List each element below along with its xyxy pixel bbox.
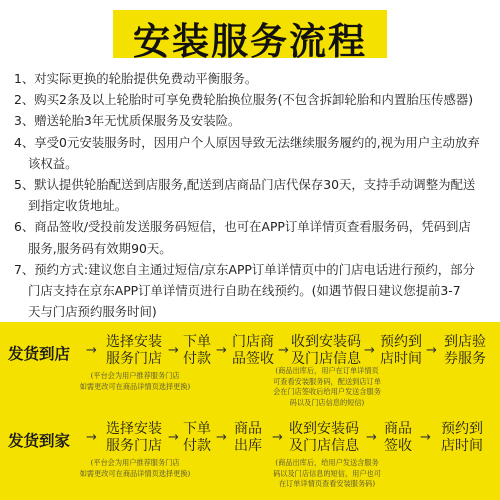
step-receive-code [284,421,364,455]
arrow-icon: → [216,430,227,445]
step-line: 预约到 [441,421,483,437]
step-select-store [102,421,166,455]
step-book-time [434,421,490,455]
rule-line: 2、购买2条及以上轮胎时可享免费轮胎换位服务(不包含拆卸轮胎和内置胎压传感器) [14,92,474,108]
rule-line: 7、预约方式:建议您自主通过短信/京东APP订单详情页中的门店电话进行预约，部分 [14,261,475,277]
arrow-icon: → [168,430,179,445]
note-service-code [262,366,392,408]
arrow-icon: → [216,343,227,358]
rule-line: 该权益。 [28,155,78,171]
rule-line: 5、默认提供轮胎配送到店服务,配送到店商品门店代保存30天，支持手动调整为配送 [14,177,476,193]
note-line: 如需更改可在商品详情页选择更换) [79,381,191,391]
rule-line: 4、享受0元安装服务时，因用户个人原因导致无法继续服务履约的,视为用户主动放弃 [14,134,480,150]
flow-store-label: 发货到店 [8,345,71,363]
arrow-icon: → [86,430,97,445]
note-line: (商品出库后，给用户发送含服务 [275,458,379,467]
step-line: 预约到 [380,334,422,350]
step-goods-sign [378,421,418,455]
arrow-icon: → [364,343,375,358]
step-line: 出库 [234,438,262,454]
step-goods-out [228,421,268,455]
rule-line: 1、对实际更换的轮胎提供免费动平衡服务。 [14,71,258,86]
step-order-pay [180,421,214,455]
step-line: 服务门店 [106,438,162,454]
arrow-icon: → [426,343,437,358]
arrow-icon: → [86,343,97,358]
step-select-store [102,334,166,368]
rule-line: 服务,服务码有效期90天。 [28,240,172,256]
step-line: 收到安装码 [289,421,359,437]
step-line: 券服务 [444,351,486,367]
step-line: 选择安装 [106,334,162,350]
step-line: 下单 [183,421,211,437]
rule-line: 6、商品签收/受投前发送服务码短信，也可在APP订单详情页查看服务码，凭码到店 [14,219,471,235]
note-line: 可查看安装服务码，配送到店订单 [273,376,381,386]
step-line: 下单 [183,334,211,350]
step-line: 门店商 [232,334,274,350]
arrow-icon: → [420,430,431,445]
rule-line: 3、赠送轮胎3年无忧质保服务及安装险。 [14,113,241,129]
flow-home-label: 发货到家 [8,432,71,450]
note-service-code [262,458,392,490]
note-store-recommend [76,371,194,392]
note-line: 在订单详情页查看安装服务码) [278,479,376,488]
note-line: (平台会为用户推荐服务门店 [90,371,180,380]
note-line: 码以及门店信息的短信，用户也可 [273,468,381,478]
step-line: 及门店信息 [291,351,361,367]
rule-line: 到指定收货地址。 [28,198,128,214]
note-store-recommend [76,458,194,479]
arrow-icon: → [278,343,289,358]
step-line: 付款 [183,351,211,367]
step-store-receive [228,334,278,368]
arrow-icon: → [366,430,377,445]
arrow-icon: → [168,343,179,358]
arrow-icon: → [272,430,283,445]
note-line: (平台会为用户推荐服务门店 [90,458,180,467]
step-verify-service [440,334,490,368]
step-line: 及门店信息 [289,438,359,454]
step-line: 店时间 [441,438,483,454]
step-line: 商品 [234,421,262,437]
note-line: 会在门店签收后给用户发送含服务 [273,387,381,396]
step-line: 收到安装码 [291,334,361,350]
step-line: 选择安装 [106,421,162,437]
note-line: 如需更改可在商品详情页选择更换) [79,468,191,478]
rules-list [14,68,486,322]
step-line: 店时间 [380,351,422,367]
page-title: 安装服务流程 [133,20,367,63]
step-line: 品签收 [232,351,274,367]
title-area [0,0,500,66]
note-line: (商品出库后，用户在订单详情页 [275,366,379,375]
step-line: 服务门店 [106,351,162,367]
note-line: 码以及门店信息的短信) [289,397,365,407]
step-line: 付款 [183,438,211,454]
step-order-pay [180,334,214,368]
step-line: 签收 [384,438,412,454]
rule-line: 门店支持在京东APP订单详情页进行自助在线预约。(如遇节假日建议您提前3-7 [28,283,461,299]
step-receive-code [288,334,364,368]
step-line: 商品 [384,421,412,437]
step-book-time [376,334,426,368]
step-line: 到店验 [444,334,486,350]
rule-line: 天与门店预约服务时间) [28,304,157,320]
